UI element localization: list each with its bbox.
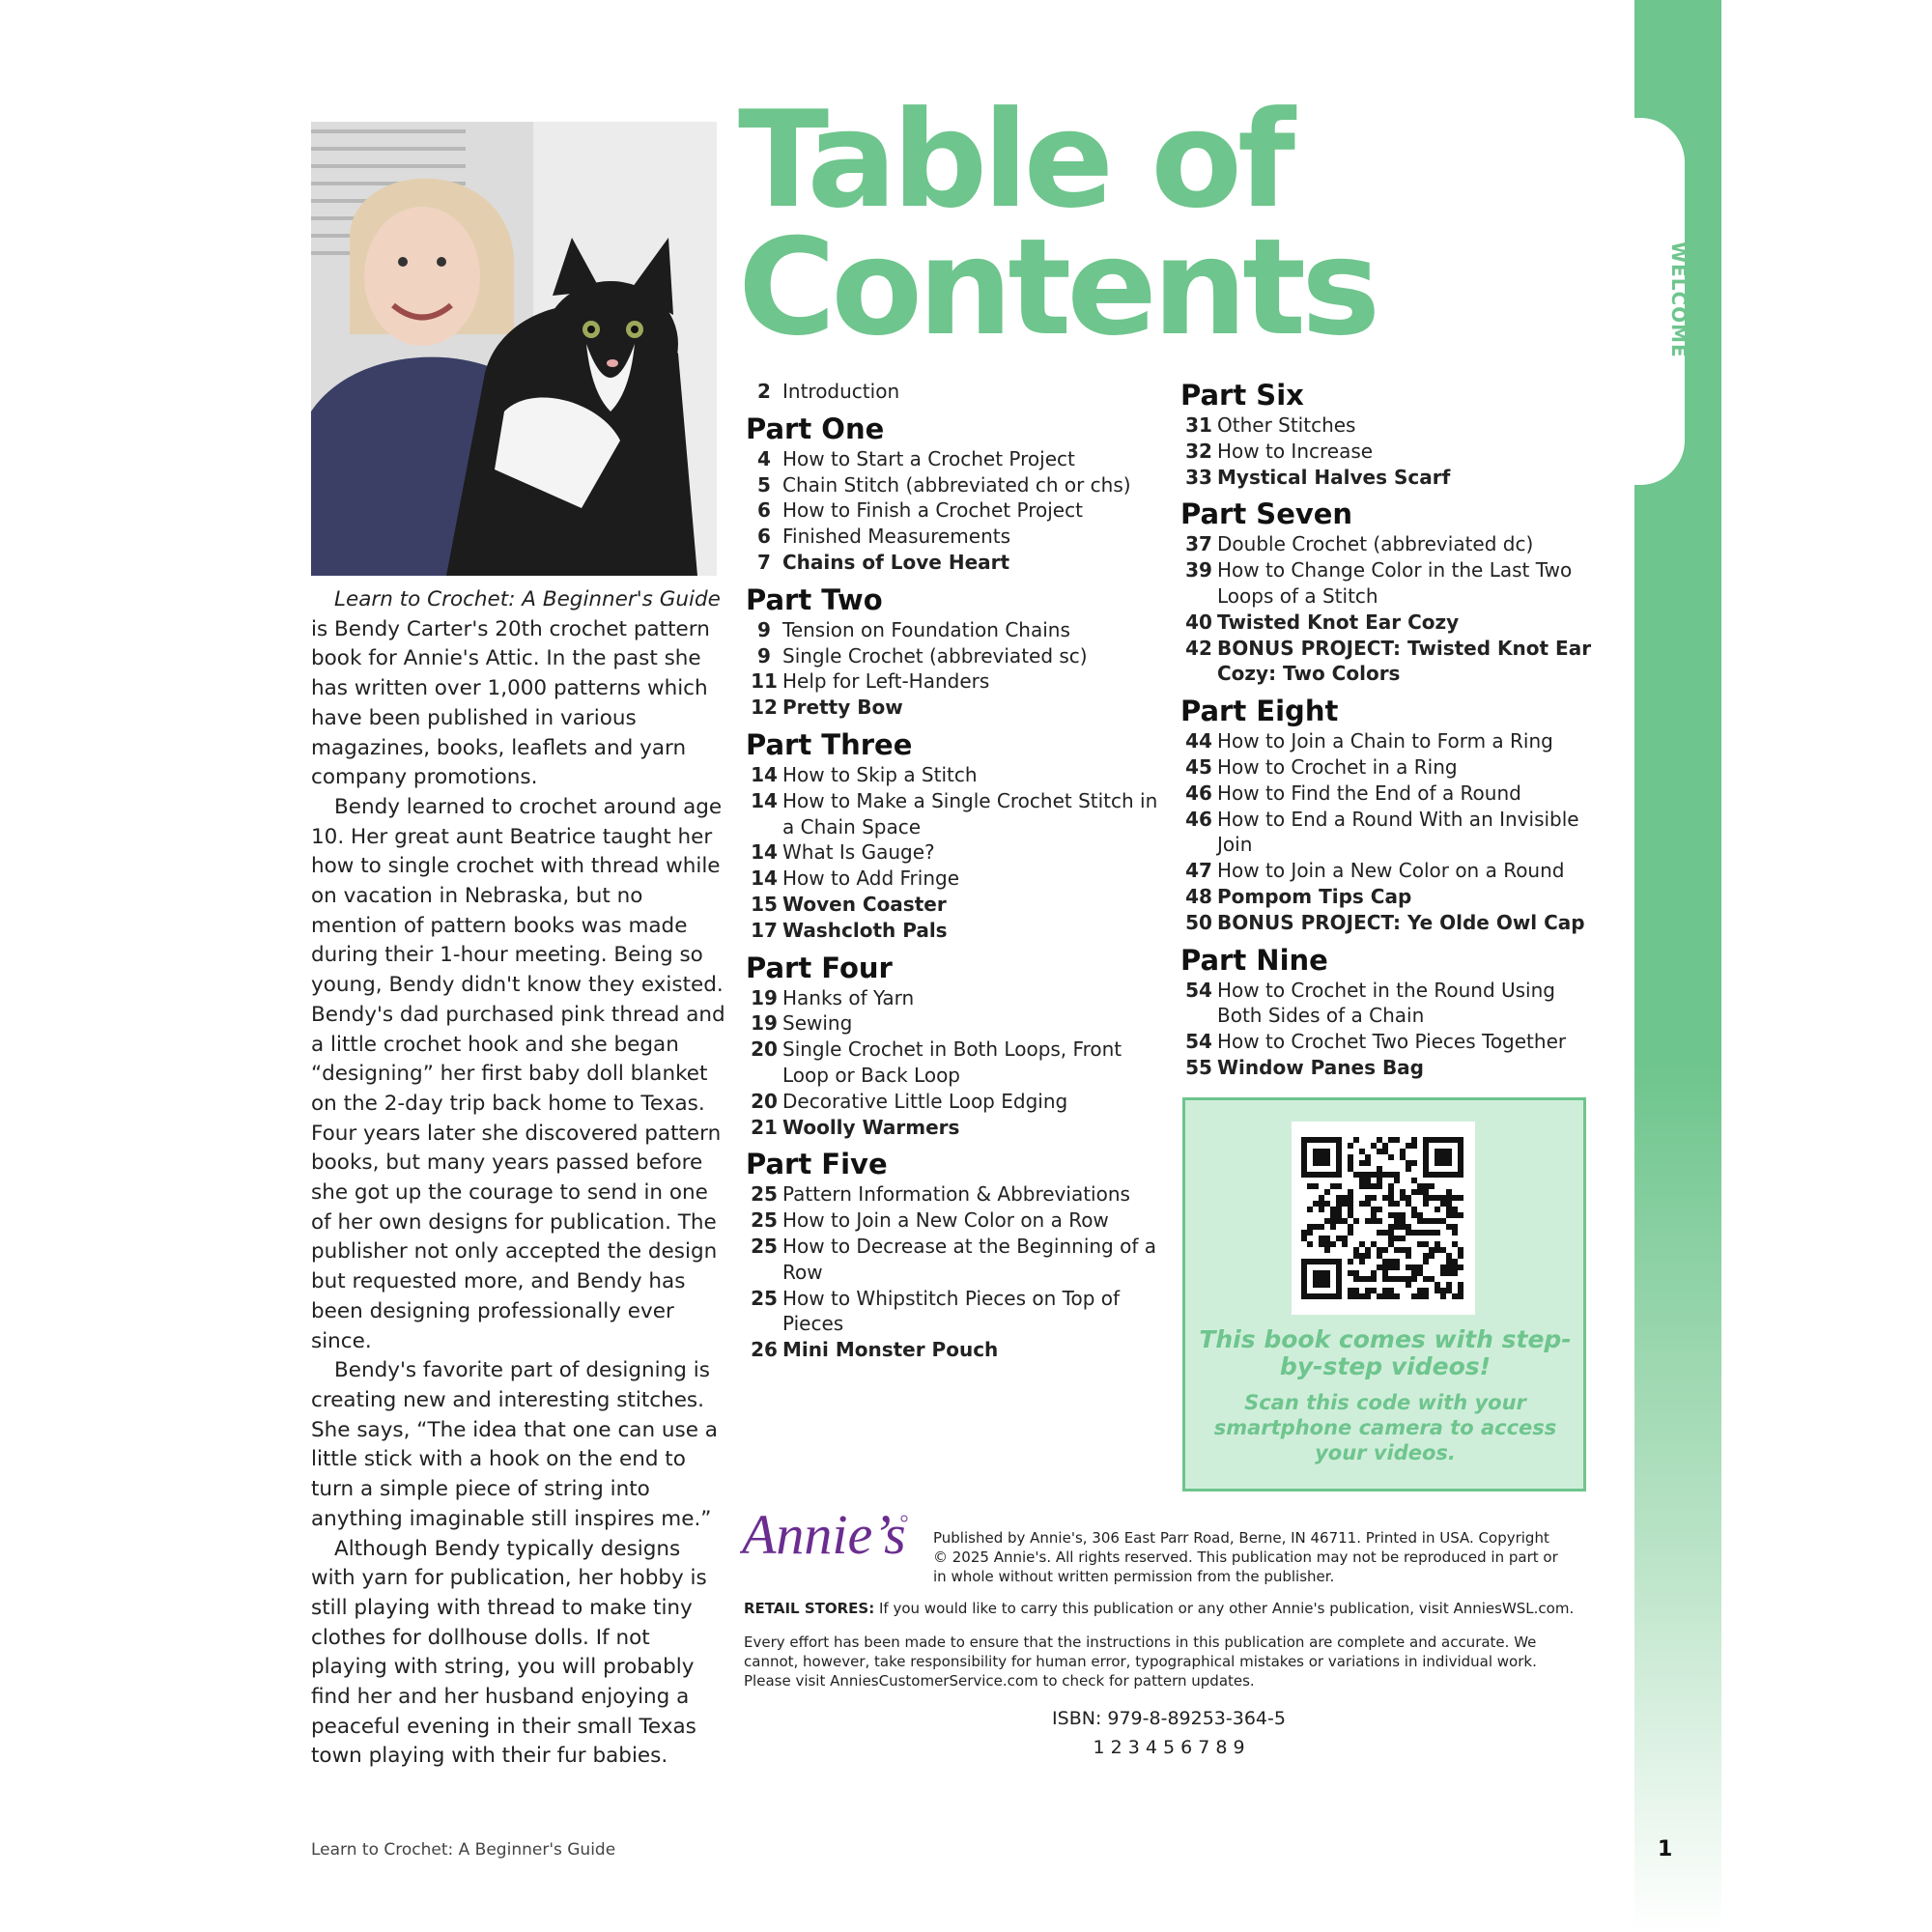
- toc-entry: [746, 985, 1171, 1011]
- toc-column-left: [746, 379, 1171, 1363]
- qr-callout-subtext: Scan this code with your smartphone camera to access your videos.: [1213, 1391, 1557, 1464]
- book-title-italic: Learn to Crochet: A Beginner's Guide: [334, 587, 721, 611]
- toc-page-number: 4: [757, 446, 771, 470]
- toc-entry-title: How to Whipstitch Pieces on Top of Pieces: [782, 1286, 1121, 1336]
- toc-page-number: 14: [751, 840, 778, 865]
- page-title-line-1: Table of: [738, 82, 1292, 238]
- page-number: 1: [1658, 1837, 1673, 1861]
- toc-entry-title: How to Add Fringe: [782, 867, 960, 891]
- toc-page-number: 25: [751, 1182, 778, 1207]
- toc-entry-title: How to Increase: [1217, 439, 1374, 463]
- toc-page-number: 14: [751, 788, 778, 812]
- toc-entry: [1180, 781, 1596, 807]
- toc-entry-title: How to Make a Single Crochet Stitch in a Chain Space: [782, 788, 1158, 838]
- toc-entry-title: How to Decrease at the Beginning of a Row: [782, 1234, 1156, 1284]
- toc-project-entry: [1180, 1055, 1596, 1081]
- toc-page-number: 21: [751, 1115, 778, 1139]
- toc-entry-title: How to Join a Chain to Form a Ring: [1217, 729, 1553, 753]
- toc-page-number: 48: [1185, 884, 1212, 908]
- toc-entry: [746, 643, 1171, 669]
- toc-page-number: 25: [751, 1234, 778, 1258]
- toc-entry: [746, 1010, 1171, 1037]
- toc-page-number: 9: [757, 643, 771, 668]
- toc-entry: [746, 1181, 1171, 1208]
- toc-entry: [746, 446, 1171, 472]
- toc-entry: [746, 762, 1171, 788]
- toc-entry: [1180, 412, 1596, 439]
- toc-page-number: 55: [1185, 1055, 1212, 1079]
- toc-entry-title: How to Crochet in the Round Using Both Sides of a Chain: [1217, 978, 1555, 1028]
- toc-column-right: [1180, 371, 1596, 1081]
- toc-entry: [746, 472, 1171, 498]
- toc-page-number: 50: [1185, 910, 1212, 934]
- toc-entry-title: Pretty Bow: [782, 696, 903, 720]
- toc-entry-title: BONUS PROJECT: Ye Olde Owl Cap: [1217, 910, 1585, 934]
- bio-paragraph-1: [311, 585, 726, 615]
- qr-code[interactable]: [1292, 1122, 1475, 1315]
- toc-entry-title: Chain Stitch (abbreviated ch or chs): [782, 472, 1131, 497]
- toc-page-number: 14: [751, 762, 778, 786]
- toc-page-number: 32: [1185, 439, 1212, 463]
- toc-entry: [1180, 728, 1596, 754]
- toc-page-number: 20: [751, 1037, 778, 1062]
- toc-page-number: 20: [751, 1089, 778, 1113]
- toc-page-number: 37: [1185, 532, 1212, 556]
- toc-entry-title: Mystical Halves Scarf: [1217, 465, 1451, 489]
- toc-entry-title: How to Start a Crochet Project: [782, 446, 1075, 470]
- toc-entry: [746, 1286, 1171, 1338]
- toc-entry-title: Mini Monster Pouch: [782, 1338, 999, 1362]
- toc-entry-title: How to Find the End of a Round: [1217, 781, 1521, 805]
- toc-part-heading: Part Six: [1180, 379, 1304, 412]
- toc-page-number: 39: [1185, 558, 1212, 582]
- toc-page-number: 17: [751, 918, 778, 942]
- toc-entry: [1180, 1029, 1596, 1055]
- toc-page-number: 40: [1185, 610, 1212, 634]
- toc-project-entry: [746, 1337, 1171, 1363]
- toc-entry-title: BONUS PROJECT: Twisted Knot Ear Cozy: Two Colors: [1217, 636, 1592, 686]
- toc-page-number: 14: [751, 867, 778, 891]
- toc-entry-title: Woolly Warmers: [782, 1115, 960, 1139]
- toc-entry-title: Introduction: [782, 380, 900, 403]
- toc-entry-title: Double Crochet (abbreviated dc): [1217, 532, 1534, 556]
- toc-entry-title: How to Crochet in a Ring: [1217, 754, 1458, 779]
- toc-entry-title: Help for Left-Handers: [782, 669, 990, 694]
- toc-entry-title: How to Join a New Color on a Row: [782, 1208, 1109, 1233]
- toc-entry-title: Tension on Foundation Chains: [782, 617, 1070, 641]
- toc-entry: [746, 379, 1171, 405]
- toc-entry: [746, 668, 1171, 695]
- toc-entry: [746, 1208, 1171, 1234]
- toc-page-number: 44: [1185, 729, 1212, 753]
- toc-part-heading: Part Two: [746, 582, 883, 616]
- toc-entry-title: Single Crochet in Both Loops, Front Loop or Back Loop: [782, 1037, 1122, 1087]
- toc-project-entry: [1180, 884, 1596, 910]
- isbn: ISBN: 979-8-89253-364-5: [1052, 1708, 1286, 1729]
- toc-page-number: 25: [751, 1286, 778, 1310]
- toc-page-number: 2: [757, 380, 771, 403]
- toc-page-number: 15: [751, 892, 778, 916]
- toc-part-heading: Part Eight: [1180, 695, 1339, 728]
- qr-callout-headline: This book comes with step-by-step videos!: [1199, 1325, 1572, 1380]
- toc-entry-title: Washcloth Pals: [782, 918, 948, 942]
- toc-entry-title: How to Change Color in the Last Two Loops of a Stitch: [1217, 558, 1573, 608]
- toc-entry: [1180, 557, 1596, 610]
- toc-entry-title: Hanks of Yarn: [782, 985, 915, 1009]
- toc-entry-title: How to Join a New Color on a Round: [1217, 859, 1565, 883]
- toc-entry-title: What Is Gauge?: [782, 840, 935, 865]
- toc-page-number: 19: [751, 1011, 778, 1036]
- toc-page-number: 12: [751, 696, 778, 720]
- toc-page-number: 25: [751, 1208, 778, 1233]
- toc-entry: [746, 839, 1171, 866]
- toc-entry-title: Sewing: [782, 1011, 853, 1036]
- toc-entry: [746, 866, 1171, 892]
- toc-page-number: 6: [757, 525, 771, 549]
- toc-entry: [1180, 531, 1596, 557]
- toc-page-number: 54: [1185, 978, 1212, 1002]
- toc-entry: [746, 617, 1171, 643]
- toc-entry: [746, 788, 1171, 840]
- toc-page-number: 11: [751, 669, 778, 694]
- bio-paragraph-4: Although Bendy typically designs with yarn for publication, her hobby is still playing with thread to make tiny clothes for dollhouse dolls. If not playing with string, you will probably find her and her husband enjoying a peaceful evening in their small Texas town playing with their fur babies.: [311, 1536, 707, 1769]
- toc-page-number: 26: [751, 1338, 778, 1362]
- section-tab-label: WELCOME: [1667, 242, 1690, 358]
- toc-entry-title: Woven Coaster: [782, 892, 947, 916]
- print-line: 1 2 3 4 5 6 7 8 9: [1093, 1737, 1245, 1758]
- toc-project-entry: [746, 892, 1171, 918]
- toc-project-entry: [1180, 910, 1596, 936]
- toc-page-number: 46: [1185, 807, 1212, 831]
- toc-entry: [746, 1089, 1171, 1115]
- running-footer: Learn to Crochet: A Beginner's Guide: [311, 1840, 616, 1860]
- toc-entry-title: Finished Measurements: [782, 525, 1011, 549]
- toc-entry-title: Other Stitches: [1217, 413, 1356, 437]
- toc-page-number: 5: [757, 472, 771, 497]
- toc-project-entry: [746, 1115, 1171, 1141]
- isbn-block: [1014, 1704, 1323, 1762]
- video-qr-callout: [1182, 1097, 1586, 1492]
- toc-page-number: 33: [1185, 465, 1212, 489]
- qr-code-icon: [1301, 1131, 1465, 1305]
- author-bio: [311, 585, 726, 1772]
- toc-entry-title: Decorative Little Loop Edging: [782, 1089, 1068, 1113]
- toc-project-entry: [746, 918, 1171, 944]
- author-photo: [311, 122, 717, 576]
- toc-entry: [746, 524, 1171, 550]
- toc-entry: [746, 1234, 1171, 1286]
- disclaimer: Every effort has been made to ensure that the instructions in this publication are complete and accurate. We cannot, however, take responsibility for human error, typographical mistakes or variations in individual work. Please visit AnniesCustomerService.com to check for pattern updates.: [744, 1634, 1537, 1690]
- toc-project-entry: [1180, 465, 1596, 491]
- toc-page-number: 45: [1185, 754, 1212, 779]
- toc-page-number: 54: [1185, 1030, 1212, 1054]
- toc-entry-title: Single Crochet (abbreviated sc): [782, 643, 1088, 668]
- toc-page-number: 47: [1185, 859, 1212, 883]
- toc-entry: [1180, 807, 1596, 859]
- toc-page-number: 7: [757, 550, 771, 574]
- toc-project-entry: [746, 695, 1171, 721]
- toc-entry: [1180, 978, 1596, 1030]
- toc-part-heading: Part Nine: [1180, 943, 1328, 977]
- retail-stores-label: RETAIL STORES:: [744, 1600, 875, 1617]
- toc-page-number: 19: [751, 985, 778, 1009]
- toc-entry-title: Window Panes Bag: [1217, 1055, 1424, 1079]
- annies-logo: [740, 1497, 914, 1575]
- toc-entry: [746, 1037, 1171, 1089]
- page-title: [738, 82, 1395, 365]
- toc-entry-title: Twisted Knot Ear Cozy: [1217, 610, 1460, 634]
- toc-entry-title: How to Crochet Two Pieces Together: [1217, 1030, 1567, 1054]
- toc-page-number: 31: [1185, 413, 1212, 437]
- page-title-line-2: Contents: [738, 210, 1377, 365]
- svg-text:Annie’s: Annie’s: [742, 1503, 906, 1566]
- bio-paragraph-1-body: is Bendy Carter's 20th crochet pattern book for Annie's Attic. In the past she has written over 1,000 patterns which have been published in various magazines, books, leaflets and yarn company promotions.: [311, 616, 710, 790]
- toc-part-heading: Part One: [746, 412, 885, 445]
- bio-paragraph-2: Bendy learned to crochet around age 10. Her great aunt Beatrice taught her how to single crochet with thread while on vacation in Nebraska, but no mention of pattern books was made during their 1-hour meeting. Being so young, Bendy didn't know they existed. Bendy's dad purchased pink thread and a little crochet hook and she began “designing” her first baby doll blanket on the 2-day trip back home to Texas. Four years later she discovered pattern books, but many years passed before she got up the courage to send in one of her own designs for publication. The publisher not only accepted the design but requested more, and Bendy has been designing professionally ever since.: [311, 794, 725, 1353]
- toc-entry-title: Pattern Information & Abbreviations: [782, 1182, 1130, 1207]
- toc-page-number: 9: [757, 617, 771, 641]
- toc-entry-title: How to End a Round With an Invisible Join: [1217, 807, 1579, 857]
- publisher-info: Published by Annie's, 306 East Parr Road, Berne, IN 46711. Printed in USA. Copyright © 2025 Annie's. All rights reserved. This publication may not be reproduced in part or in whole without written permission from the publisher.: [933, 1529, 1558, 1585]
- retail-stores-note: [744, 1599, 1594, 1618]
- toc-entry-title: Pompom Tips Cap: [1217, 884, 1412, 908]
- toc-entry: [1180, 858, 1596, 884]
- toc-part-heading: Part Four: [746, 951, 893, 984]
- toc-entry-title: How to Skip a Stitch: [782, 762, 978, 786]
- bio-paragraph-3: Bendy's favorite part of designing is creating new and interesting stitches. She says, “The idea that one can use a little stick with a hook on the end to turn a simple piece of string into anything imaginable still inspires me.”: [311, 1358, 718, 1531]
- toc-part-heading: Part Three: [746, 727, 913, 761]
- retail-stores-text: If you would like to carry this publication or any other Annie's publication, visit AnniesWSL.com.: [874, 1600, 1575, 1617]
- qr-callout-text: [1195, 1326, 1576, 1465]
- toc-entry: [746, 497, 1171, 524]
- toc-entry: [1180, 754, 1596, 781]
- toc-part-heading: Part Five: [746, 1148, 888, 1181]
- toc-page-number: 6: [757, 498, 771, 523]
- toc-part-heading: Part Seven: [1180, 497, 1353, 531]
- toc-page-number: 42: [1185, 636, 1212, 660]
- toc-project-entry: [746, 550, 1171, 576]
- toc-page-number: 46: [1185, 781, 1212, 805]
- toc-entry-title: How to Finish a Crochet Project: [782, 498, 1083, 523]
- toc-project-entry: [1180, 636, 1596, 688]
- toc-entry-title: Chains of Love Heart: [782, 550, 1010, 574]
- toc-entry: [1180, 439, 1596, 465]
- toc-project-entry: [1180, 610, 1596, 636]
